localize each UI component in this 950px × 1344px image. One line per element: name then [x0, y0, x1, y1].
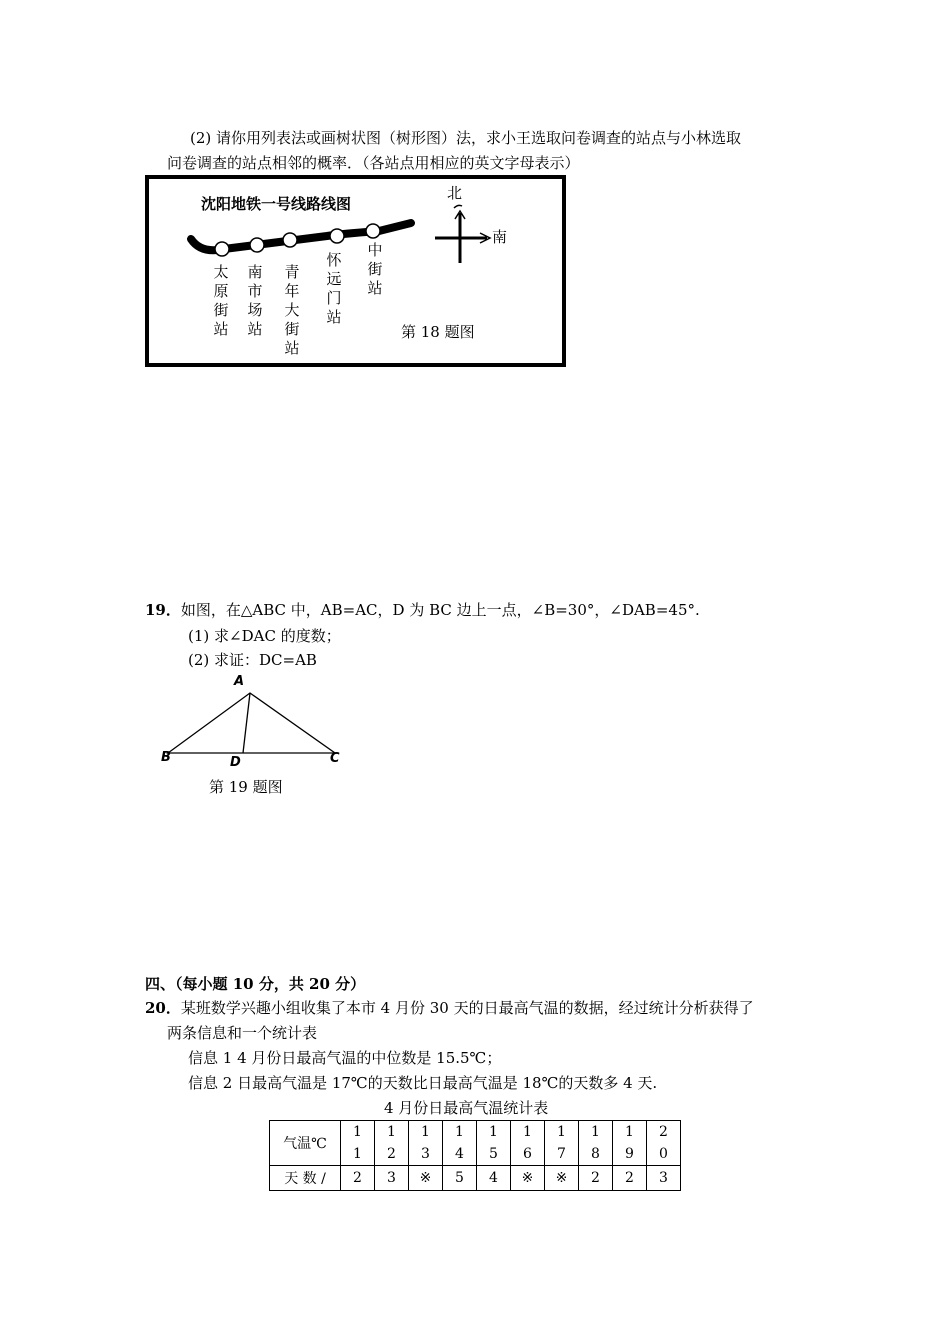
station-label-nanshichang: 南市场站: [247, 263, 263, 338]
station-marker: [366, 224, 380, 238]
figure-19-caption: 第 19 题图: [209, 778, 283, 796]
table-cell: 1 9: [613, 1121, 647, 1166]
compass-south-label: 南: [492, 228, 508, 246]
station-marker: [250, 238, 264, 252]
q18-part2-line2: 问卷调查的站点相邻的概率．（各站点用相应的英文字母表示）: [167, 154, 580, 172]
station-marker: [215, 242, 229, 256]
q19-part2: (2) 求证：DC=AB: [188, 651, 317, 669]
q20-stem-text: 某班数学兴趣小组收集了本市 4 月份 30 天的日最高气温的数据，经过统计分析获得了: [180, 999, 754, 1017]
figure-18-caption: 第 18 题图: [401, 323, 475, 341]
q19-number: 19．: [145, 601, 181, 619]
station-label-taiyuanjie: 太原街站: [213, 263, 229, 338]
table-cell: 2: [579, 1166, 613, 1191]
q19-stem: [145, 598, 700, 622]
section-4-heading: 四、（每小题 10 分，共 20 分）: [145, 975, 366, 993]
segment-ad: [243, 693, 250, 753]
table-cell: 1 7: [545, 1121, 579, 1166]
table-cell: 1 3: [409, 1121, 443, 1166]
table-cell: 1 2: [375, 1121, 409, 1166]
station-marker: [330, 229, 344, 243]
q20-stem-line1: [145, 996, 754, 1020]
q20-stem-line2: 两条信息和一个统计表: [167, 1024, 318, 1042]
vertex-label-a: A: [234, 674, 245, 689]
table-header-days: 天 数 /: [270, 1166, 341, 1191]
table-cell: 5: [443, 1166, 477, 1191]
table-cell: 1 6: [511, 1121, 545, 1166]
table-row-temperature: [270, 1121, 681, 1166]
compass-north-tick: [454, 205, 462, 208]
table-cell: 2 0: [647, 1121, 681, 1166]
vertex-label-c: C: [330, 751, 340, 766]
compass-north-label: 北: [447, 184, 463, 202]
table-cell: ※: [409, 1166, 443, 1191]
q20-info2: 信息 2 日最高气温是 17℃的天数比日最高气温是 18℃的天数多 4 天.: [188, 1074, 658, 1092]
q18-part2-line1: (2) 请你用列表法或画树状图（树形图）法，求小王选取问卷调查的站点与小林选取: [190, 129, 742, 147]
table-header-temperature: 气温℃: [270, 1121, 341, 1166]
station-label-qingniandajie: 青年大街站: [284, 263, 300, 357]
station-label-zhongjie: 中街站: [367, 241, 383, 297]
station-marker: [283, 233, 297, 247]
q20-number: 20．: [145, 999, 181, 1017]
temperature-table-title: 4 月份日最高气温统计表: [384, 1099, 549, 1117]
table-cell: 1 5: [477, 1121, 511, 1166]
station-label-huaiyuanmen: 怀远门站: [326, 251, 342, 326]
table-row-days: [270, 1166, 681, 1191]
table-cell: 1 8: [579, 1121, 613, 1166]
table-cell: 1 1: [341, 1121, 375, 1166]
triangle-abc: [168, 693, 335, 753]
table-cell: 2: [341, 1166, 375, 1191]
vertex-label-b: B: [161, 750, 171, 765]
table-cell: 3: [647, 1166, 681, 1191]
table-cell: ※: [511, 1166, 545, 1191]
temperature-table: [269, 1120, 681, 1191]
table-cell: 3: [375, 1166, 409, 1191]
table-cell: 1 4: [443, 1121, 477, 1166]
triangle-figure: [155, 672, 355, 782]
table-cell: 2: [613, 1166, 647, 1191]
q19-stem-text: 如图，在△ABC 中，AB=AC，D 为 BC 边上一点，∠B=30°，∠DAB=45°.: [180, 601, 700, 619]
table-cell: 4: [477, 1166, 511, 1191]
metro-map-title: 沈阳地铁一号线路线图: [201, 195, 352, 213]
q20-info1: 信息 1 4 月份日最高气温的中位数是 15.5℃；: [188, 1049, 502, 1067]
metro-map-figure: [145, 175, 566, 367]
vertex-label-d: D: [230, 755, 241, 770]
table-cell: ※: [545, 1166, 579, 1191]
q19-part1: (1) 求∠DAC 的度数；: [188, 627, 341, 645]
